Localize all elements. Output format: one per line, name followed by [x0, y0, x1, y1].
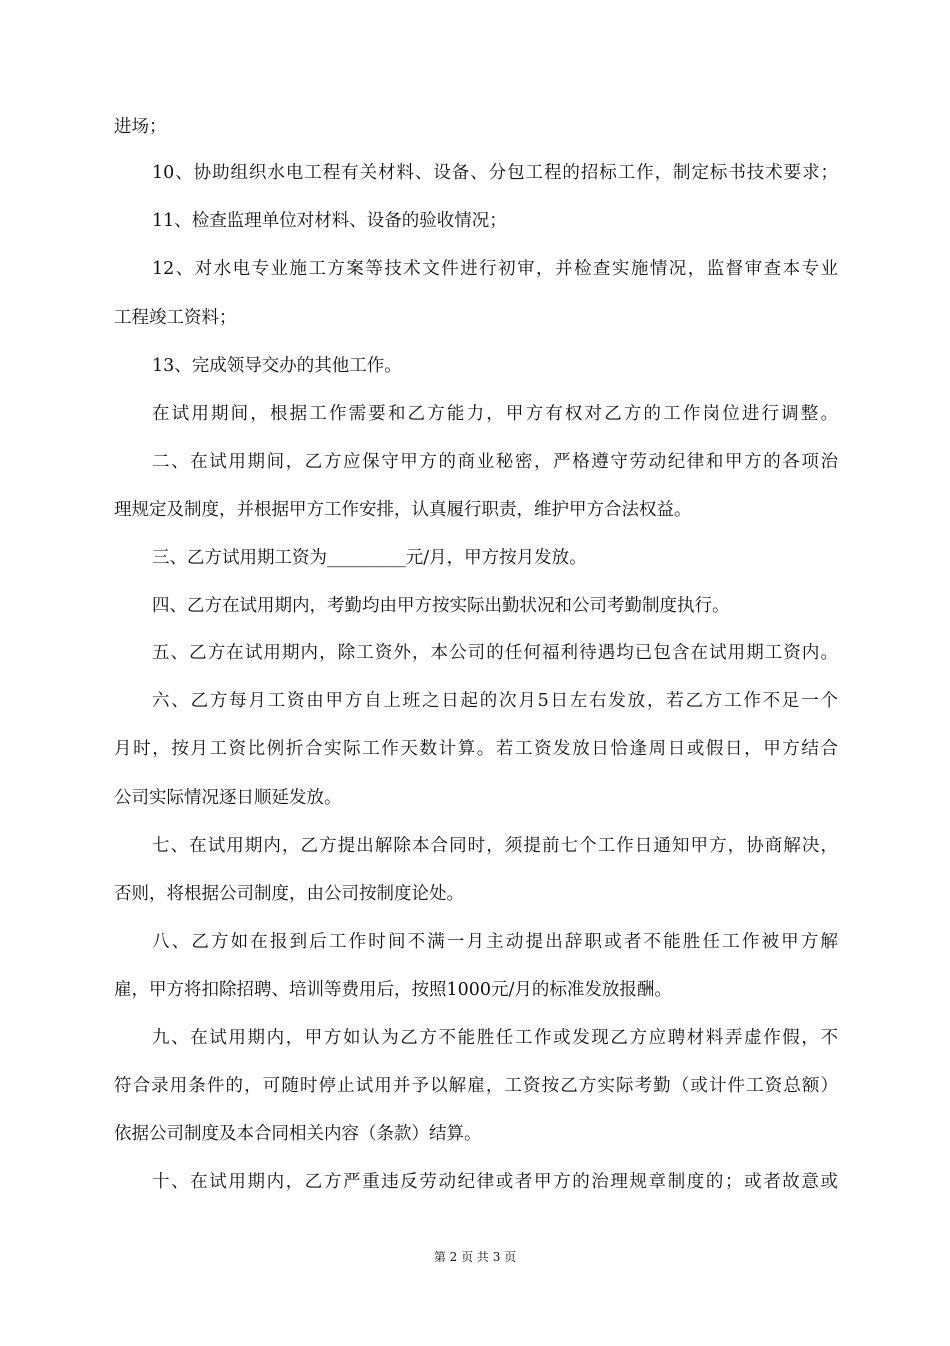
paragraph-line: 理规定及制度，并根据甲方工作安排，认真履行职责，维护甲方合法权益。 — [114, 500, 692, 520]
paragraph-line: 五、乙方在试用期内，除工资外，本公司的任何福利待遇均已包含在试用期工资内。 — [152, 643, 838, 663]
paragraph-line: 进场； — [114, 117, 167, 137]
paragraph-line: 二、在试用期间，乙方应保守甲方的商业秘密，严格遵守劳动纪律和甲方的各项治 — [152, 452, 838, 472]
paragraph-line: 十、在试用期内，乙方严重违反劳动纪律或者甲方的治理规章制度的；或者故意或 — [152, 1172, 838, 1192]
paragraph-line: 八、乙方如在报到后工作时间不满一月主动提出辞职或者不能胜任工作被甲方解 — [152, 932, 838, 952]
paragraph-line: 在试用期间，根据工作需要和乙方能力，甲方有权对乙方的工作岗位进行调整。 — [152, 404, 838, 424]
paragraph-line: 公司实际情况逐日顺延发放。 — [114, 788, 342, 808]
paragraph-line: 13、完成领导交办的其他工作。 — [152, 356, 402, 376]
paragraph-line: 12、对水电专业施工方案等技术文件进行初审，并检查实施情况，监督审查本专业 — [152, 259, 838, 279]
paragraph-line: 工程竣工资料； — [114, 308, 237, 328]
paragraph-line: 三、乙方试用期工资为_________元/月，甲方按月发放。 — [152, 548, 587, 568]
paragraph-line: 六、乙方每月工资由甲方自上班之日起的次月5日左右发放，若乙方工作不足一个 — [152, 691, 838, 711]
paragraph-line: 否则，将根据公司制度，由公司按制度论处。 — [114, 884, 464, 904]
paragraph-line: 10、协助组织水电工程有关材料、设备、分包工程的招标工作，制定标书技术要求； — [152, 163, 838, 183]
paragraph-line: 月时，按月工资比例折合实际工作天数计算。若工资发放日恰逢周日或假日，甲方结合 — [114, 739, 838, 759]
paragraph-line: 雇，甲方将扣除招聘、培训等费用后，按照1000元/月的标准发放报酬。 — [114, 980, 672, 1000]
paragraph-line: 四、乙方在试用期内，考勤均由甲方按实际出勤状况和公司考勤制度执行。 — [152, 596, 730, 616]
paragraph-line: 七、在试用期内，乙方提出解除本合同时，须提前七个工作日通知甲方，协商解决， — [152, 836, 838, 856]
paragraph-line: 依据公司制度及本合同相关内容（条款）结算。 — [114, 1124, 482, 1144]
paragraph-line: 符合录用条件的，可随时停止试用并予以解雇，工资按乙方实际考勤（或计件工资总额） — [114, 1076, 838, 1096]
paragraph-line: 11、检查监理单位对材料、设备的验收情况； — [152, 211, 507, 231]
page-number: 第 2 页 共 3 页 — [433, 1250, 517, 1264]
paragraph-line: 九、在试用期内，甲方如认为乙方不能胜任工作或发现乙方应聘材料弄虚作假，不 — [152, 1028, 838, 1048]
